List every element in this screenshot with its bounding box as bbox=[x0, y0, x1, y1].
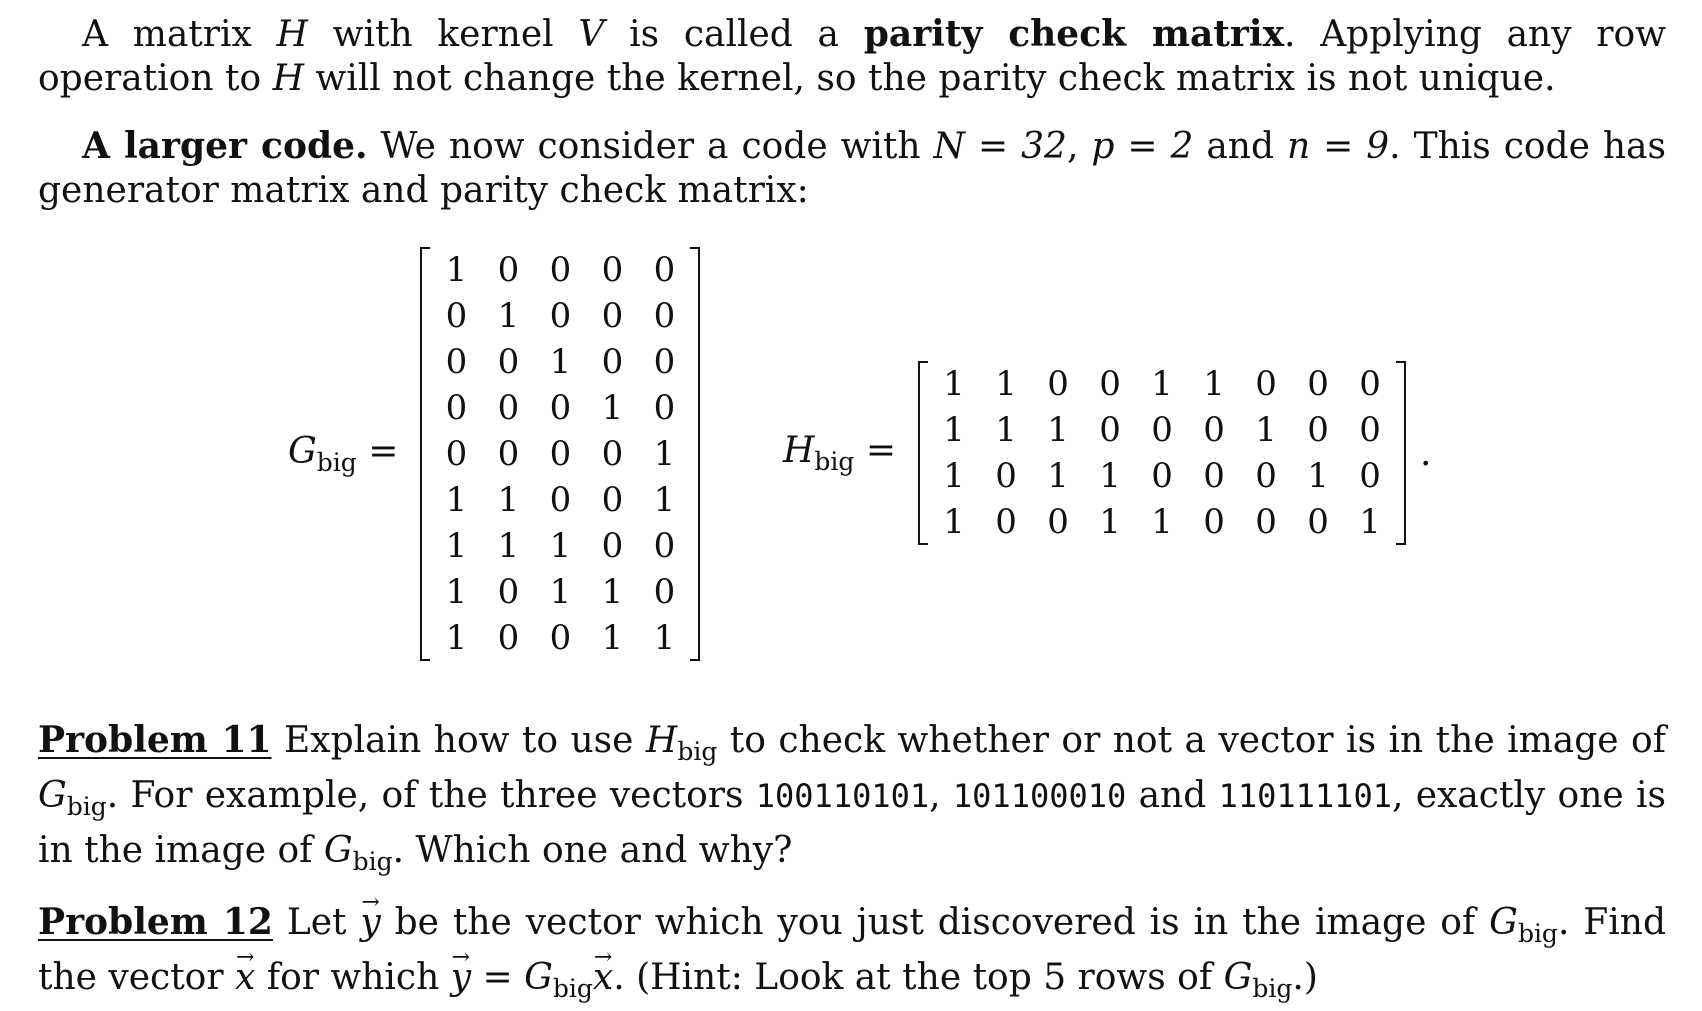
vector-x: → x bbox=[593, 956, 613, 1000]
H-big-label: $H_{big}$ = bbox=[783, 430, 897, 476]
matrix-entry: 0 bbox=[1203, 502, 1225, 542]
matrix-entry: 0 bbox=[601, 342, 624, 382]
matrix-entry: 0 bbox=[549, 618, 572, 658]
matrix-row bbox=[430, 431, 690, 477]
matrix-entry: 0 bbox=[1307, 410, 1329, 450]
text: with kernel bbox=[307, 14, 579, 55]
matrix-entry: 0 bbox=[1359, 364, 1381, 404]
matrix-entry: 1 bbox=[445, 572, 468, 612]
matrix-row bbox=[430, 385, 690, 431]
matrix-entry: 0 bbox=[1151, 410, 1173, 450]
parity-check-matrix-equation bbox=[783, 361, 1431, 545]
matrix-entry: 0 bbox=[497, 572, 520, 612]
vector-1: 100110101 bbox=[755, 777, 930, 815]
matrix-row bbox=[430, 477, 690, 523]
matrix-entry: 0 bbox=[653, 526, 676, 566]
matrix-entry: 1 bbox=[601, 618, 624, 658]
matrix-entry: 0 bbox=[445, 434, 468, 474]
matrix-entry: 0 bbox=[549, 480, 572, 520]
matrix-entry: 1 bbox=[549, 342, 572, 382]
matrix-entry: 0 bbox=[445, 296, 468, 336]
matrix-entry: 0 bbox=[653, 250, 676, 290]
matrix-entry: 1 bbox=[1151, 364, 1173, 404]
matrix-entry: 1 bbox=[653, 480, 676, 520]
matrix-entry: 0 bbox=[445, 342, 468, 382]
matrix-entry: 1 bbox=[653, 434, 676, 474]
matrix-entry: 1 bbox=[943, 410, 965, 450]
matrix-entry: 0 bbox=[497, 434, 520, 474]
matrix-entry: 1 bbox=[943, 364, 965, 404]
matrix-entry: 1 bbox=[549, 526, 572, 566]
matrix-entry: 0 bbox=[1099, 364, 1121, 404]
problem-11: Problem 11 Explain how to use $H_{big}$ to check whether or not a vector is in the image of $G_{big}$. For example, of the three vectors 100110101, 101100010 and 110111101, exactly one is in the image of $G_{big}$. Which one and why? bbox=[38, 719, 1666, 876]
matrix-entry: 0 bbox=[549, 296, 572, 336]
vector-y: → y bbox=[360, 901, 380, 945]
matrix-entry: 0 bbox=[995, 502, 1017, 542]
matrix-entry: 0 bbox=[653, 342, 676, 382]
matrix-entry: 0 bbox=[601, 480, 624, 520]
matrix-entry: 1 bbox=[445, 618, 468, 658]
text: . Applying any row operation to bbox=[38, 14, 1666, 99]
text: , bbox=[1066, 126, 1092, 167]
paragraph-parity-check-definition bbox=[38, 12, 1666, 101]
matrix-entry: 1 bbox=[497, 480, 520, 520]
matrix-entry: 0 bbox=[1255, 456, 1277, 496]
matrix-entry: 1 bbox=[445, 480, 468, 520]
text: We now consider a code with bbox=[367, 126, 934, 167]
problem-11-label: Problem 11 bbox=[38, 719, 272, 761]
matrix-row bbox=[430, 569, 690, 615]
section-heading: A larger code. bbox=[82, 125, 368, 167]
matrix-row bbox=[430, 615, 690, 661]
matrix-entry: 0 bbox=[1255, 364, 1277, 404]
matrix-entry: 1 bbox=[1151, 502, 1173, 542]
parity-check-matrix bbox=[918, 361, 1406, 545]
matrix-entry: 0 bbox=[1203, 456, 1225, 496]
text: . This code has generator matrix and parity check matrix: bbox=[38, 126, 1666, 211]
matrix-entry: 0 bbox=[1359, 410, 1381, 450]
matrix-row bbox=[928, 499, 1396, 545]
matrix-entry: 1 bbox=[653, 618, 676, 658]
matrix-entry: 0 bbox=[1151, 456, 1173, 496]
matrix-row bbox=[928, 453, 1396, 499]
matrix-entry: 0 bbox=[601, 526, 624, 566]
text: is called a bbox=[604, 14, 864, 55]
matrix-entry: 1 bbox=[1203, 364, 1225, 404]
matrix-entry: 0 bbox=[1047, 502, 1069, 542]
matrix-row bbox=[430, 247, 690, 293]
matrix-entry: 0 bbox=[497, 618, 520, 658]
period: . bbox=[1420, 432, 1432, 474]
generator-matrix bbox=[420, 247, 700, 661]
matrix-entry: 1 bbox=[995, 410, 1017, 450]
matrix-entry: 0 bbox=[445, 388, 468, 428]
paragraph-larger-code bbox=[38, 124, 1666, 213]
matrix-entry: 0 bbox=[497, 388, 520, 428]
matrix-entry: 0 bbox=[1359, 456, 1381, 496]
matrix-entry: 1 bbox=[549, 572, 572, 612]
matrix-entry: 1 bbox=[445, 250, 468, 290]
matrix-entry: 1 bbox=[1047, 410, 1069, 450]
matrix-entry: 0 bbox=[653, 388, 676, 428]
matrix-entry: 0 bbox=[1307, 364, 1329, 404]
matrix-entry: 0 bbox=[1099, 410, 1121, 450]
vector-y: → y bbox=[451, 956, 471, 1000]
matrix-entry: 1 bbox=[1307, 456, 1329, 496]
matrix-entry: 1 bbox=[943, 502, 965, 542]
matrix-entry: 0 bbox=[549, 250, 572, 290]
matrix-entry: 0 bbox=[601, 250, 624, 290]
math-p: p = 2 bbox=[1091, 126, 1194, 167]
matrix-entry: 0 bbox=[995, 456, 1017, 496]
math-V: V bbox=[578, 14, 605, 55]
matrix-entry: 0 bbox=[601, 434, 624, 474]
matrix-entry: 0 bbox=[549, 434, 572, 474]
matrix-entry: 1 bbox=[601, 388, 624, 428]
matrix-row bbox=[430, 523, 690, 569]
matrix-entry: 1 bbox=[497, 296, 520, 336]
matrix-entry: 1 bbox=[943, 456, 965, 496]
math-n: n = 9 bbox=[1287, 126, 1390, 167]
matrix-entry: 0 bbox=[1307, 502, 1329, 542]
matrix-entry: 1 bbox=[601, 572, 624, 612]
vector-x: → x bbox=[235, 956, 255, 1000]
problem-12-label: Problem 12 bbox=[38, 901, 273, 943]
matrix-entry: 0 bbox=[497, 342, 520, 382]
vector-3: 110111101 bbox=[1218, 777, 1392, 815]
matrix-entry: 1 bbox=[445, 526, 468, 566]
matrix-entry: 0 bbox=[1203, 410, 1225, 450]
matrix-entry: 0 bbox=[601, 296, 624, 336]
matrix-entry: 1 bbox=[1047, 456, 1069, 496]
matrix-entry: 1 bbox=[1359, 502, 1381, 542]
matrix-row bbox=[928, 361, 1396, 407]
matrix-row bbox=[430, 293, 690, 339]
matrix-entry: 1 bbox=[1099, 456, 1121, 496]
math-H: H bbox=[276, 14, 308, 55]
matrix-entry: 1 bbox=[1255, 410, 1277, 450]
generator-matrix-equation bbox=[288, 247, 700, 661]
bold-term: parity check matrix bbox=[863, 13, 1285, 55]
text: will not change the kernel, so the parity check matrix is not unique. bbox=[303, 58, 1556, 99]
problem-12: Problem 12 Let → y be the vector which you just discovered is in the image of $G_{big}$. Find the vector → x for which → $y = G_{big}\to x$. (Hint: Look at the top 5 rows of $G_{big}$.) bbox=[38, 900, 1666, 1011]
matrix-entry: 0 bbox=[1047, 364, 1069, 404]
matrix-row bbox=[430, 339, 690, 385]
matrix-entry: 0 bbox=[653, 572, 676, 612]
matrix-entry: 0 bbox=[653, 296, 676, 336]
matrix-entry: 0 bbox=[549, 388, 572, 428]
matrix-entry: 1 bbox=[1099, 502, 1121, 542]
matrix-entry: 0 bbox=[497, 250, 520, 290]
matrix-entry: 1 bbox=[497, 526, 520, 566]
matrix-row bbox=[928, 407, 1396, 453]
math-N: N = 32 bbox=[933, 126, 1067, 167]
vector-2: 101100010 bbox=[952, 777, 1127, 815]
matrix-entry: 0 bbox=[1255, 502, 1277, 542]
matrix-entry: 1 bbox=[995, 364, 1017, 404]
G-big-label: $G_{big}$ = bbox=[288, 431, 399, 477]
text: A matrix bbox=[82, 14, 277, 55]
text: and bbox=[1193, 126, 1287, 167]
math-H: H bbox=[272, 58, 304, 99]
